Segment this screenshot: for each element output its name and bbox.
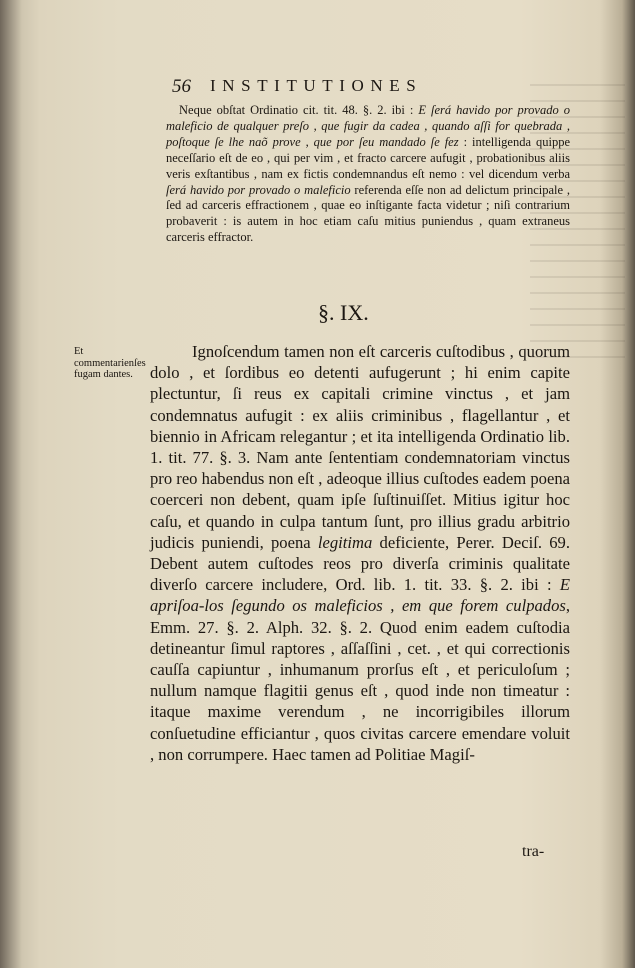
main-text-part-2: deficiente, Perer. Deciſ. 69. Debent autem cuſtodes reos pro diverſa criminis qualitate diverſo carcere includere, Ord. lib. 1. tit. 33. §. 2. ibi : (150, 532, 570, 595)
section-heading: §. IX. (318, 300, 369, 325)
running-title: INSTITUTIONES (210, 76, 423, 95)
main-text (150, 341, 570, 765)
note-quote-2: ſerá havido por provado o maleficio (166, 182, 351, 197)
note-text (166, 103, 570, 246)
main-italic-2: E apriſoa-los ſegundo os maleficios , em que forem culpados (150, 575, 570, 616)
page-number: 56 (172, 76, 191, 97)
main-text-part-1: Ignoſcendum tamen non eſt carceris cuſtodibus , quorum dolo , et ſordibus eo detenti aufugerunt ; hi enim capite plectuntur, ſi reus ex capitali crimine vinctus , et jam condemnatus aufugit : ex aliis criminibus , flagellantur , et biennio in Africam relegantur ; et ita intelligenda Ordinatio lib. 1. tit. 77. §. 3. Nam ante ſententiam condemnatoriam vinctus pro reo habendus non eſt , adeoque illius cuſtodes eadem poena coerceri non debent, quam ipſe ſuſtinuiſſet. Mitius igitur hoc caſu, et quando in culpa tantum ſunt, pro illius gradu arbitrio judicis puniendi, poena (150, 342, 570, 552)
main-italic-1: legitima (317, 532, 373, 552)
page-header (172, 76, 552, 100)
margin-note: Et commentarienſes fugam dantes. (74, 346, 146, 380)
note-text-part-2: : intelligenda quippe neceſſario eſt de eo , qui per vim , et fracto carcere aufugit , probationibus aliis veris exſtantibus , nam ex fictis condemnandus eſt nemo : vel dicendum verba (166, 134, 570, 181)
note-quote-1: E ſerá havido por provado o maleficio de qualquer preſo , que fugir da cadea , quando aſſi for quebrada , poſtoque ſe lhe naõ prove , que por ſeu mandado ſe fez (166, 103, 570, 149)
note-text-part-3: referenda eſſe non ad delictum principale , ſed ad carceris effractionem , quae eo inſtigante facta videtur ; niſi contrarium probaverit : is autem in hoc etiam caſu mitius puniendus , quam extraneus carceris effractor. (166, 182, 570, 245)
note-paragraph (166, 103, 570, 246)
note-text-part-1: Neque obſtat Ordinatio cit. tit. 48. §. 2. ibi : (179, 103, 419, 117)
main-text-part-3: , Emm. 27. §. 2. Alph. 32. §. 2. Quod enim eadem cuſtodia detineantur ſimul raptores , aſſaſſini , cet. , et qui correctionis cauſſa capiuntur , inhumanum prorſus eſt , et periculoſum ; nullum namque flagitii genus eſt , quod inde non timeatur : itaque maxime verendum , ne incorrigibiles illorum conſuetudine efficiantur , quos civitas carcere emendare voluit , non corrumpere. Haec tamen ad Politiae Magiſ- (150, 596, 570, 764)
catchword: tra- (522, 843, 545, 860)
main-paragraph (150, 341, 570, 765)
